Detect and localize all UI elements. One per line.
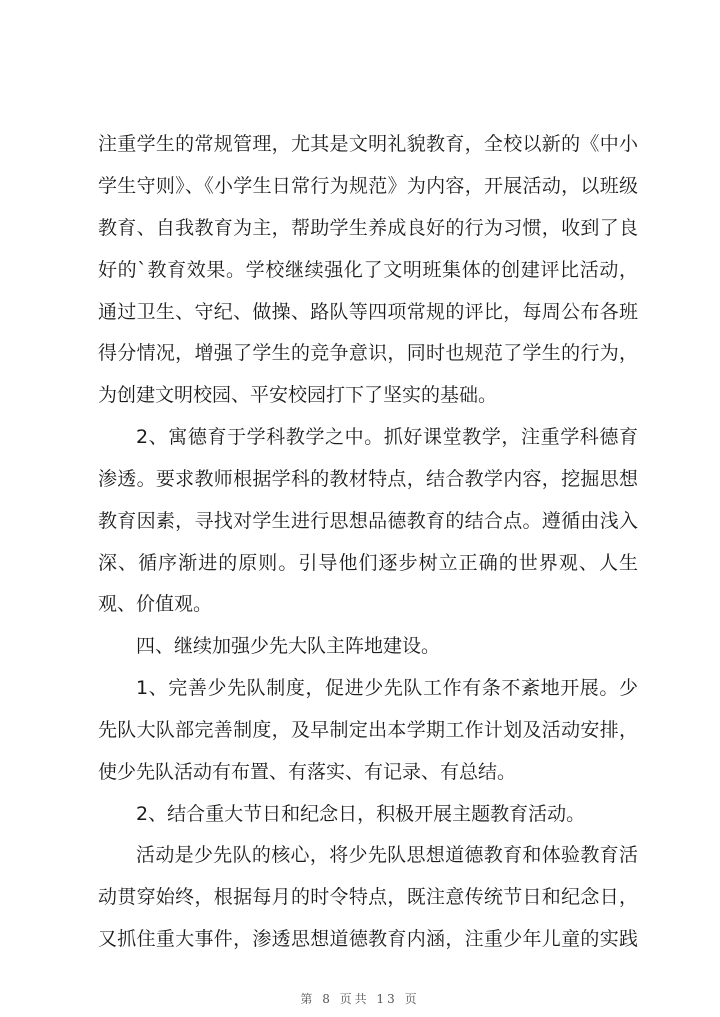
text-line: 教育因素，寻找对学生进行思想品德教育的结合点。遵循由浅入 [98, 510, 638, 532]
text-line: 先队大队部完善制度，及早制定出本学期工作计划及活动安排， [98, 719, 638, 741]
text-line: 通过卫生、守纪、做操、路队等四项常规的评比，每周公布各班 [98, 301, 638, 323]
text-line: 深、循序渐进的原则。引导他们逐步树立正确的世界观、人生 [98, 552, 638, 574]
text-line: 1、完善少先队制度，促进少先队工作有条不紊地开展。少 [136, 677, 638, 699]
text-line: 为创建文明校园、平安校园打下了坚实的基础。 [98, 384, 498, 406]
text-line: 渗透。要求教师根据学科的教材特点，结合教学内容，挖掘思想 [98, 468, 638, 490]
text-line: 教育、自我教育为主，帮助学生养成良好的行为习惯，收到了良 [98, 217, 638, 239]
page-number: 第 8 页共 13 页 [300, 992, 420, 1006]
text-line: 使少先队活动有布置、有落实、有记录、有总结。 [98, 761, 517, 783]
text-line: 2、结合重大节日和纪念日，积极开展主题教育活动。 [136, 803, 586, 825]
section-heading: 四、继续加强少先大队主阵地建设。 [136, 635, 441, 657]
text-line: 活动是少先队的核心，将少先队思想道德教育和体验教育活 [136, 844, 638, 866]
text-line: 2、寓德育于学科教学之中。抓好课堂教学，注重学科德育 [136, 426, 638, 448]
text-line: 观、价值观。 [98, 593, 213, 615]
text-line: 学生守则》、《小学生日常行为规范》为内容，开展活动，以班级 [98, 175, 638, 197]
text-line: 又抓住重大事件，渗透思想道德教育内涵，注重少年儿童的实践 [98, 928, 638, 950]
text-line: 注重学生的常规管理，尤其是文明礼貌教育，全校以新的《中小 [98, 133, 638, 155]
text-line: 好的`教育效果。学校继续强化了文明班集体的创建评比活动， [98, 259, 638, 281]
text-line: 得分情况，增强了学生的竞争意识，同时也规范了学生的行为， [98, 342, 638, 364]
text-line: 动贯穿始终，根据每月的时令特点，既注意传统节日和纪念日， [98, 886, 638, 908]
